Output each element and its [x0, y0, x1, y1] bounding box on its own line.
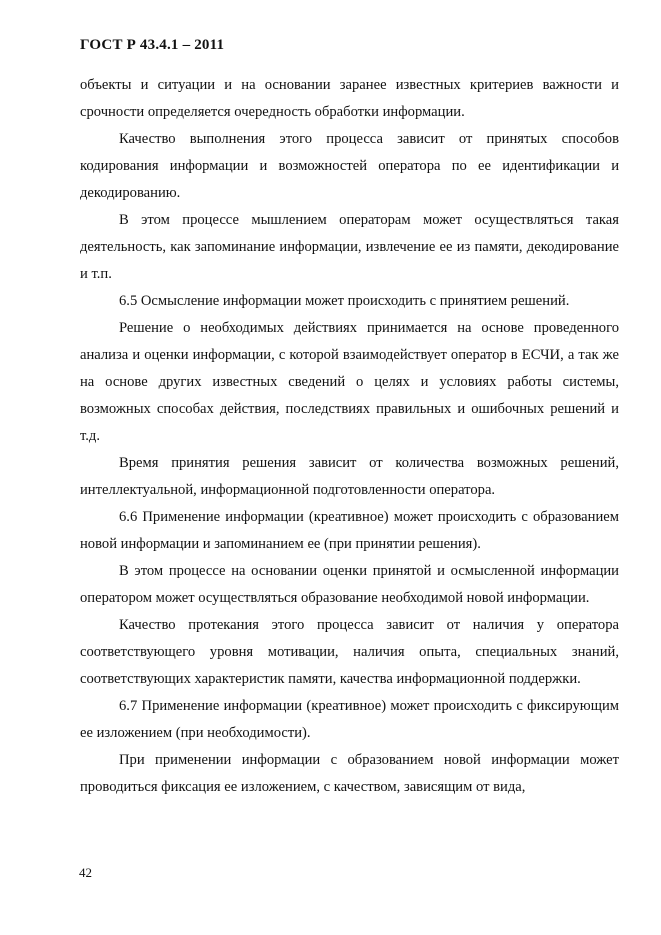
section-6-7-heading: 6.7 Применение информации (креативное) может происходить с фиксирующим ее изложением (при необходимости). [80, 698, 619, 741]
section-6-5-heading: 6.5 Осмысление информации может происходить с принятием решений. [119, 293, 570, 309]
paragraph-fixation: При применении информации с образованием новой информации может проводиться фиксация ее изложением, с качеством, зависящим от вида, [80, 752, 619, 795]
paragraph-decision-making: Решение о необходимых действиях принимается на основе проведенного анализа и оценки информации, с которой взаимодействует оператор в ЕСЧИ, а так же на основе других известных сведений о целях и условиях работы системы, возможных способах действия, последствиях правильных и ошибочных решений и т.д. [80, 320, 619, 444]
document-body [80, 72, 619, 801]
section-6-6-heading: 6.6 Применение информации (креативное) может происходить с образованием новой информации и запоминанием ее (при принятии решения). [80, 509, 619, 552]
paragraph-continuation: объекты и ситуации и на основании заранее известных критериев важности и срочности определяется очередность обработки информации. [80, 77, 619, 120]
paragraph-new-information: В этом процессе на основании оценки принятой и осмысленной информации оператором может осуществляться образование необходимой новой информации. [80, 563, 619, 606]
page-number: 42 [79, 865, 92, 880]
paragraph-decision-time: Время принятия решения зависит от количества возможных решений, интеллектуальной, информационной подготовленности оператора. [80, 455, 619, 498]
document-header: ГОСТ Р 43.4.1 – 2011 [80, 37, 225, 53]
paragraph-process-quality: Качество протекания этого процесса зависит от наличия у оператора соответствующего уровня мотивации, наличия опыта, специальных знаний, соответствующих характеристик памяти, качества информационной поддержки. [80, 617, 619, 687]
paragraph-operator-thinking: В этом процессе мышлением операторам может осуществляться такая деятельность, как запоминание информации, извлечение ее из памяти, декодирование и т.п. [80, 212, 619, 282]
paragraph-encoding-quality: Качество выполнения этого процесса зависит от принятых способов кодирования информации и возможностей оператора по ее идентификации и декодированию. [80, 131, 619, 201]
